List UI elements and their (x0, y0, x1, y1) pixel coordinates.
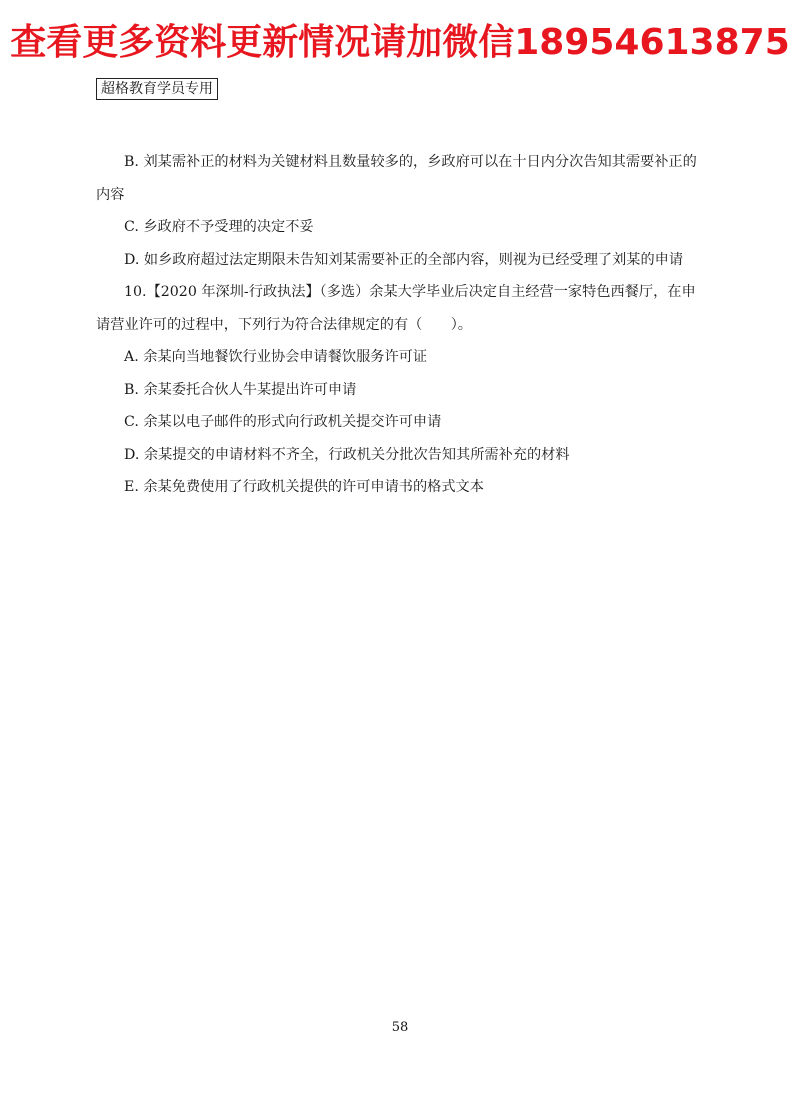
q10-option-b: B. 余某委托合伙人牛某提出许可申请 (124, 381, 357, 398)
document-body (96, 146, 706, 504)
option-d-paragraph: D. 如乡政府超过法定期限未告知刘某需要补正的全部内容，则视为已经受理了刘某的申请 (124, 251, 684, 268)
page-number: 58 (391, 1020, 409, 1035)
q10-option-c: C. 余某以电子邮件的形式向行政机关提交许可申请 (124, 414, 442, 430)
option-b-paragraph: B. 刘某需补正的材料为关键材料且数量较多的，乡政府可以在十日内分次告知其需要补正的内容 (96, 154, 697, 203)
question-10-paragraph: 10.【2020 年深圳-行政执法】（多选）余某大学毕业后决定自主经营一家特色西餐厅，在申请营业许可的过程中，下列行为符合法律规定的有（ ）。 (96, 284, 696, 333)
q10-option-a: A. 余某向当地餐饮行业协会申请餐饮服务许可证 (124, 349, 428, 365)
header-tag: 超格教育学员专用 (96, 78, 218, 100)
q10-option-e: E. 余某免费使用了行政机关提供的许可申请书的格式文本 (124, 479, 484, 495)
option-c-paragraph: C. 乡政府不予受理的决定不妥 (124, 219, 314, 235)
q10-option-d: D. 余某提交的申请材料不齐全，行政机关分批次告知其所需补充的材料 (124, 446, 570, 463)
contact-banner: 查看更多资料更新情况请加微信18954613875 (10, 22, 790, 63)
